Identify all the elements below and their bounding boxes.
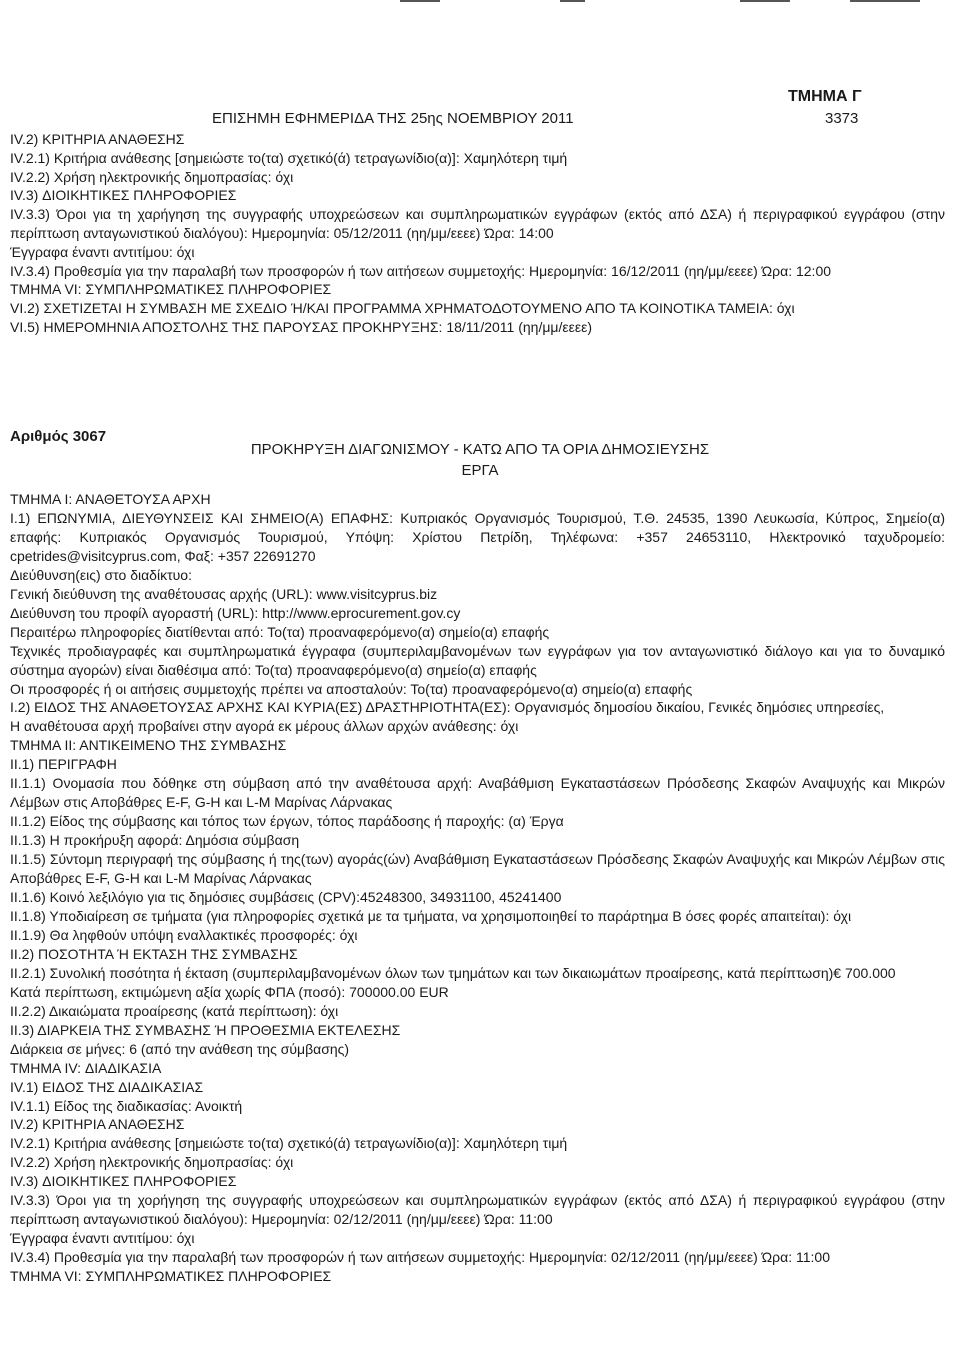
text-line: ΤΜΗΜΑ VI: ΣΥΜΠΛΗΡΩΜΑΤΙΚΕΣ ΠΛΗΡΟΦΟΡΙΕΣ <box>10 281 332 298</box>
text-line: ΙΙ.1.1) Ονομασία που δόθηκε στη σύμβαση από την αναθέτουσα αρχή: Αναβάθμιση Εγκαταστάσεων Πρόσδεσης Σκαφών Αναψυχής και Μικρών Λέμβων στις Αποβάθρες E-F, G-H και L-M Μαρίνας Λάρνακας <box>10 775 945 811</box>
text-line: Έγγραφα έναντι αντιτίμου: όχι <box>10 243 195 260</box>
text-line: Διάρκεια σε μήνες: 6 (από την ανάθεση της σύμβασης) <box>10 1040 350 1057</box>
text-line: ΙΙ.1.2) Είδος της σύμβασης και τόπος των έργων, τόπος παράδοσης ή παροχής: (α) Έργα <box>10 813 564 830</box>
announcement-number: Αριθμός 3067 <box>10 428 107 445</box>
text-line: IV.3.4) Προθεσμία για την παραλαβή των προσφορών ή των αιτήσεων συμμετοχής: Ημερομηνία: 16/12/2011 (ηη/μμ/εεεε) Ώρα: 12:00 <box>10 262 832 279</box>
text-line: Γενική διεύθυνση της αναθέτουσας αρχής (URL): www.visitcyprus.biz <box>10 585 438 602</box>
text-line: IV.1) ΕΙΔΟΣ ΤΗΣ ΔΙΑΔΙΚΑΣΙΑΣ <box>10 1078 204 1095</box>
text-line: IV.2.2) Χρήση ηλεκτρονικής δημοπρασίας: όχι <box>10 168 294 185</box>
text-line: ΤΜΗΜΑ VI: ΣΥΜΠΛΗΡΩΜΑΤΙΚΕΣ ΠΛΗΡΟΦΟΡΙΕΣ <box>10 1268 332 1285</box>
gazette-title: ΕΠΙΣΗΜΗ ΕΦΗΜΕΡΙΔΑ ΤΗΣ 25ης ΝΟΕΜΒΡΙΟΥ 2011 <box>212 110 574 127</box>
text-line: IV.2.2) Χρήση ηλεκτρονικής δημοπρασίας: όχι <box>10 1154 294 1171</box>
scan-artifacts <box>380 0 940 4</box>
continuation-text <box>10 130 945 337</box>
text-line: Διεύθυνση(εις) στο διαδίκτυο: <box>10 566 192 583</box>
text-line: IV.3.3) Όροι για τη χορήγηση της συγγραφής υποχρεώσεων και συμπληρωματικών εγγράφων (εκτός από ΔΣΑ) ή περιγραφικού εγγράφου (στην περίπτωση ανταγωνιστικού διαλόγου): Ημερομηνία: 02/12/2011 (ηη/μμ/εεεε) Ώρα: 11:00 <box>10 1192 945 1228</box>
text-line: ΙΙ.2) ΠΟΣΟΤΗΤΑ Ή ΕΚΤΑΣΗ ΤΗΣ ΣΥΜΒΑΣΗΣ <box>10 945 298 962</box>
announcement-body <box>10 490 945 1286</box>
text-line: Κατά περίπτωση, εκτιμώμενη αξία χωρίς ΦΠΑ (ποσό): 700000.00 EUR <box>10 983 449 1000</box>
text-line: IV.2.1) Κριτήρια ανάθεσης [σημειώστε το(τα) σχετικό(ά) τετραγωνίδιο(α)]: Χαμηλότερη τιμή <box>10 1135 568 1152</box>
text-line: IV.1.1) Είδος της διαδικασίας: Ανοικτή <box>10 1097 243 1114</box>
text-line: ΙΙ.1.9) Θα ληφθούν υπόψη εναλλακτικές προσφορές: όχι <box>10 926 358 943</box>
text-line: ΤΜΗΜΑ IV: ΔΙΑΔΙΚΑΣΙΑ <box>10 1059 162 1076</box>
text-line: IV.3) ΔΙΟΙΚΗΤΙΚΕΣ ΠΛΗΡΟΦΟΡΙΕΣ <box>10 1173 237 1190</box>
text-line: ΤΜΗΜΑ Ι: ΑΝΑΘΕΤΟΥΣΑ ΑΡΧΗ <box>10 491 211 507</box>
text-line: Οι προσφορές ή οι αιτήσεις συμμετοχής πρέπει να αποσταλούν: Το(τα) προαναφερόμενο(α) σημείο(α) επαφής <box>10 680 693 697</box>
text-line: ΙΙ.1.5) Σύντομη περιγραφή της σύμβασης ή της(των) αγοράς(ών) Αναβάθμιση Εγκαταστάσεων Πρόσδεσης Σκαφών Αναψυχής και Μικρών Λέμβων στις Αποβάθρες E-F, G-H και L-M Μαρίνας Λάρνακας <box>10 851 945 887</box>
announcement-subtitle: ΕΡΓΑ <box>461 462 499 479</box>
text-line: IV.3.3) Όροι για τη χαρήγηση της συγγραφής υποχρεώσεων και συμπληρωματικών εγγράφων (εκτός από ΔΣΑ) ή περιγραφικού εγγράφου (στην περίπτωση ανταγωνιστικού διαλόγου): Ημερομηνία: 05/12/2011 (ηη/μμ/εεεε) Ώρα: 14:00 <box>10 206 945 241</box>
text-line: IV.3) ΔΙΟΙΚΗΤΙΚΕΣ ΠΛΗΡΟΦΟΡΙΕΣ <box>10 187 237 204</box>
text-line: IV.2) ΚΡΙΤΗΡΙΑ ΑΝΑΘΕΣΗΣ <box>10 1116 185 1133</box>
text-line: VI.5) ΗΜΕΡΟΜΗΝΙΑ ΑΠΟΣΤΟΛΗΣ ΤΗΣ ΠΑΡΟΥΣΑΣ ΠΡΟΚΗΡΥΞΗΣ: 18/11/2011 (ηη/μμ/εεεε) <box>10 318 592 335</box>
text-line: ΙΙ.1.3) Η προκήρυξη αφορά: Δημόσια σύμβαση <box>10 832 300 849</box>
text-line: ΙΙ.2.2) Δικαιώματα προαίρεσης (κατά περίπτωση): όχι <box>10 1002 339 1019</box>
text-line: IV.2.1) Κριτήρια ανάθεσης [σημειώστε το(τα) σχετικό(ά) τετραγωνίδιο(α)]: Χαμηλότερη τιμή <box>10 149 568 166</box>
text-line: IV.3.4) Προθεσμία για την παραλαβή των προσφορών ή των αιτήσεων συμμετοχής: Ημερομηνία: 02/12/2011 (ηη/μμ/εεεε) Ώρα: 11:00 <box>10 1249 830 1266</box>
text-line: Περαιτέρω πληροφορίες διατίθενται από: Το(τα) προαναφερόμενο(α) σημείο(α) επαφής <box>10 623 550 640</box>
text-line: ΙΙ.2.1) Συνολική ποσότητα ή έκταση (συμπεριλαμβανομένων όλων των τμημάτων και των δικαιωμάτων προαίρεσης, κατά περίπτωση)€ 700.000 <box>10 964 896 981</box>
text-line: Ι.1) ΕΠΩΝΥΜΙΑ, ΔΙΕΥΘΥΝΣΕΙΣ ΚΑΙ ΣΗΜΕΙΟ(Α) ΕΠΑΦΗΣ: Κυπριακός Οργανισμός Τουρισμού, Τ.Θ. 24535, 1390 Λευκωσία, Κύπρος, Σημείο(α) επαφής: Κυπριακός Οργανισμός Τουρισμού, Υπόψη: Χρίστου Πετρίδη, Τηλέφωνα: +357 24653110, Ηλεκτρονικό ταχυδρομείο: cpetrides@visitcyprus.com, Φαξ: +357 22691270 <box>10 509 945 564</box>
text-line: ΙΙ.1.6) Κοινό λεξιλόγιο για τις δημόσιες συμβάσεις (CPV):45248300, 34931100, 45241400 <box>10 889 562 906</box>
page-number: 3373 <box>825 110 859 127</box>
text-line: Η αναθέτουσα αρχή προβαίνει στην αγορά εκ μέρους άλλων αρχών ανάθεσης: όχι <box>10 718 519 735</box>
text-line: Διεύθυνση του προφίλ αγοραστή (URL): http://www.eprocurement.gov.cy <box>10 604 461 621</box>
text-line: ΙΙ.1.8) Υποδιαίρεση σε τμήματα (για πληροφορίες σχετικά με τα τμήματα, να χρησιμοποιηθεί το παράρτημα Β όσες φορές απαιτείται): όχι <box>10 907 852 924</box>
text-line: VI.2) ΣΧΕΤΙΖΕΤΑΙ Η ΣΥΜΒΑΣΗ ΜΕ ΣΧΕΔΙΟ Ή/ΚΑΙ ΠΡΟΓΡΑΜΜΑ ΧΡΗΜΑΤΟΔΟΤΟΥΜΕΝΟ ΑΠΟ ΤΑ ΚΟΙΝΟΤΙΚΑ ΤΑΜΕΙΑ: όχι <box>10 300 795 317</box>
text-line: Τεχνικές προδιαγραφές και συμπληρωματικά έγγραφα (συμπεριλαμβανομένων των εγγράφων για τον ανταγωνιστικό διάλογο και για το δυναμικό σύστημα αγορών) είναι διαθέσιμα από: Το(τα) προαναφερόμενο(α) σημείο(α) επαφής <box>10 642 945 678</box>
text-line: IV.2) ΚΡΙΤΗΡΙΑ ΑΝΑΘΕΣΗΣ <box>10 131 185 147</box>
text-line: ΙΙ.3) ΔΙΑΡΚΕΙΑ ΤΗΣ ΣΥΜΒΑΣΗΣ Ή ΠΡΟΘΕΣΜΙΑ ΕΚΤΕΛΕΣΗΣ <box>10 1021 401 1038</box>
text-line: Έγγραφα έναντι αντιτίμου: όχι <box>10 1230 195 1247</box>
text-line: Ι.2) ΕΙΔΟΣ ΤΗΣ ΑΝΑΘΕΤΟΥΣΑΣ ΑΡΧΗΣ ΚΑΙ ΚΥΡΙΑ(ΕΣ) ΔΡΑΣΤΗΡΙΟΤΗΤΑ(ΕΣ): Οργανισμός δημοσίου δικαίου, Γενικές δημόσιες υπηρεσίες, <box>10 699 885 716</box>
text-line: ΤΜΗΜΑ ΙΙ: ΑΝΤΙΚΕΙΜΕΝΟ ΤΗΣ ΣΥΜΒΑΣΗΣ <box>10 737 287 754</box>
text-line: ΙΙ.1) ΠΕΡΙΓΡΑΦΗ <box>10 756 117 773</box>
section-label: ΤΜΗΜΑ Γ <box>788 88 862 105</box>
announcement-title: ΠΡΟΚΗΡΥΞΗ ΔΙΑΓΩΝΙΣΜΟΥ - ΚΑΤΩ ΑΠΟ ΤΑ ΟΡΙΑ ΔΗΜΟΣΙΕΥΣΗΣ <box>250 441 710 458</box>
